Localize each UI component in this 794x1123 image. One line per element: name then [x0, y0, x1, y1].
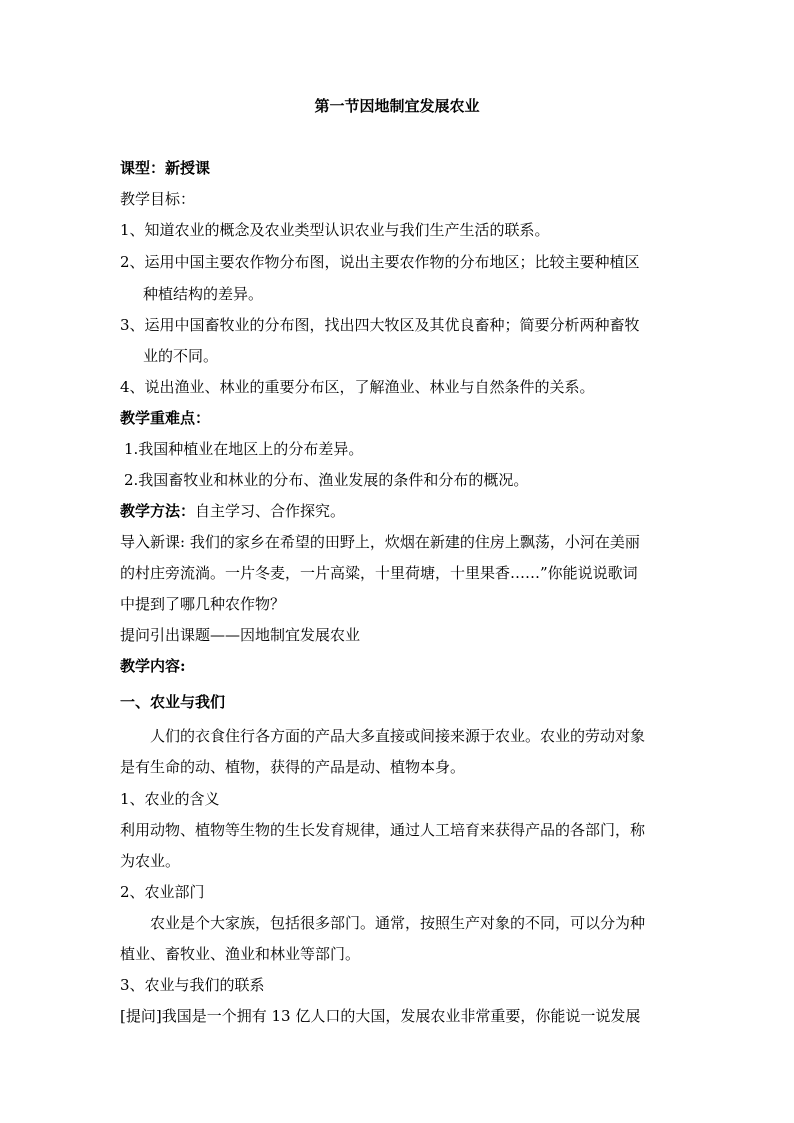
- section-heading: 一、农业与我们: [120, 693, 226, 711]
- intro-line: 提问引出课题——因地制宜发展农业: [120, 626, 361, 644]
- objective-item: 4、说出渔业、林业的重要分布区，了解渔业、林业与自然条件的关系。: [120, 378, 595, 396]
- intro-line: 导入新课: 我们的家乡在希望的田野上，炊烟在新建的住房上飘荡，小河在美丽: [120, 533, 640, 551]
- subsection-heading: 1、农业的含义: [120, 790, 220, 808]
- paragraph-line: 农业是个大家族，包括很多部门。通常，按照生产对象的不同，可以分为种: [150, 914, 646, 932]
- intro-line: 的村庄旁流淌。一片冬麦，一片高粱，十里荷塘，十里果香……”你能说说歌词: [120, 564, 638, 582]
- methods-label: 教学方法：: [120, 502, 196, 520]
- paragraph-line: 为农业。: [120, 852, 181, 870]
- objective-item-continued: 业的不同。: [143, 347, 219, 365]
- lesson-type: 课型：新授课: [120, 159, 211, 177]
- methods-line: [120, 501, 345, 521]
- objective-item: 1、知道农业的概念及农业类型认识农业与我们生产生活的联系。: [120, 221, 550, 239]
- objective-item: 2、运用中国主要农作物分布图，说出主要农作物的分布地区；比较主要种植区: [120, 253, 640, 271]
- difficulty-item: 1.我国种植业在地区上的分布差异。: [124, 440, 364, 458]
- subsection-heading: 3、农业与我们的联系: [120, 976, 265, 994]
- difficulties-heading: 教学重难点：: [120, 409, 211, 427]
- intro-line: 中提到了哪几种农作物？: [120, 595, 286, 613]
- paragraph-line: 植业、畜牧业、渔业和林业等部门。: [120, 945, 361, 963]
- subsection-heading: 2、农业部门: [120, 883, 205, 901]
- paragraph-line: [提问]我国是一个拥有 13 亿人口的大国，发展农业非常重要，你能说一说发展: [120, 1007, 641, 1025]
- content-heading: 教学内容:: [120, 657, 186, 675]
- paragraph-line: 人们的衣食住行各方面的产品大多直接或间接来源于农业。农业的劳动对象: [150, 727, 646, 745]
- methods-text: 自主学习、合作探究。: [195, 502, 346, 520]
- objective-item-continued: 种植结构的差异。: [143, 285, 264, 303]
- difficulty-item: 2.我国畜牧业和林业的分布、渔业发展的条件和分布的概况。: [124, 471, 529, 489]
- objective-item: 3、运用中国畜牧业的分布图，找出四大牧区及其优良畜种；简要分析两种畜牧: [120, 316, 640, 334]
- paragraph-line: 利用动物、植物等生物的生长发育规律，通过人工培育来获得产品的各部门，称: [120, 821, 646, 839]
- objectives-heading: 教学目标：: [120, 190, 196, 208]
- document-title: 第一节因地制宜发展农业: [314, 97, 480, 115]
- paragraph-line: 是有生命的动、植物，获得的产品是动、植物本身。: [120, 758, 466, 776]
